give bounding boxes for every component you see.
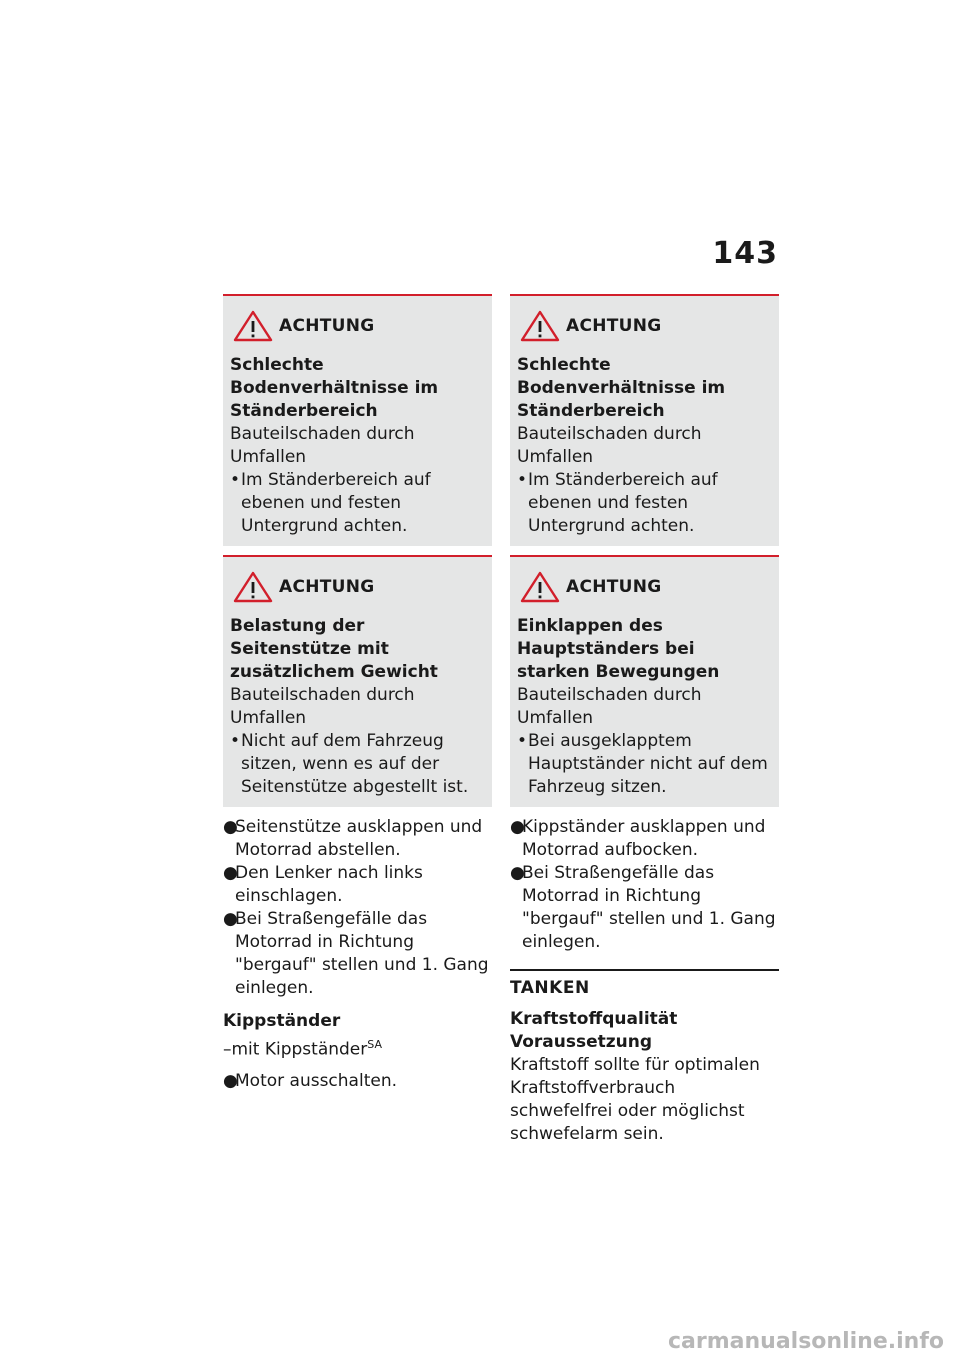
left-column (223, 294, 492, 1093)
right-column (510, 294, 779, 1146)
condition-text: –mit Kippständer (223, 1039, 368, 1060)
watermark: carmanualsonline.info (668, 1329, 944, 1354)
step-dot: ● (223, 909, 238, 929)
step-dot: ● (510, 817, 525, 837)
section-label: Voraussetzung (510, 1032, 653, 1052)
warning-bullet-text: Im Ständerbereich auf ebenen und festen Untergrund achten. (241, 470, 431, 536)
warning-bullet-text: Im Ständerbereich auf ebenen und festen Untergrund achten. (528, 470, 718, 536)
bullet-mark: • (517, 470, 528, 490)
warning-title: Belastung der Seitenstütze mit zusätzlichem Gewicht (230, 616, 438, 682)
subsection-heading: Kippständer (223, 1011, 341, 1031)
warning-box (510, 294, 779, 546)
warning-title: Schlechte Bodenverhältnisse im Ständerbereich (230, 355, 439, 421)
warning-text: Bauteilschaden durch Umfallen (517, 685, 702, 728)
step-text: Bei Straßengefälle das Motorrad in Richtung "bergauf" stellen und 1. Gang einlegen. (235, 909, 489, 998)
step-item (223, 816, 492, 862)
step-text: Seitenstütze ausklappen und Motorrad abstellen. (235, 817, 483, 860)
warning-label: ACHTUNG (566, 316, 662, 336)
warning-title: Einklappen des Hauptständers bei starken Bewegungen (517, 616, 720, 682)
warning-triangle-icon (233, 571, 273, 603)
step-text: Bei Straßengefälle das Motorrad in Richtung "bergauf" stellen und 1. Gang einlegen. (522, 863, 776, 952)
condition-line (223, 1033, 492, 1062)
warning-text: Bauteilschaden durch Umfallen (230, 685, 415, 728)
section-divider (510, 969, 779, 1000)
warning-bullet (517, 469, 771, 538)
step-dot: ● (510, 863, 525, 883)
warning-label: ACHTUNG (279, 577, 375, 597)
section-title: TANKEN (510, 978, 590, 998)
warning-triangle-icon (233, 310, 273, 342)
condition-sup: SA (367, 1038, 382, 1051)
warning-triangle-icon (520, 310, 560, 342)
step-dot: ● (223, 1070, 238, 1091)
bullet-mark: • (230, 470, 241, 490)
warning-text: Bauteilschaden durch Umfallen (230, 424, 415, 467)
step-item (223, 862, 492, 908)
section-text: Kraftstoff sollte für optimalen Kraftstoffverbrauch schwefelfrei oder möglichst schwefelarm sein. (510, 1055, 760, 1144)
warning-title: Schlechte Bodenverhältnisse im Ständerbereich (517, 355, 726, 421)
step-item (223, 908, 492, 1000)
step-item (510, 862, 779, 954)
step-text: Den Lenker nach links einschlagen. (235, 863, 423, 906)
warning-bullet (517, 730, 771, 799)
bullet-mark: • (230, 731, 241, 751)
warning-box (223, 555, 492, 807)
warning-triangle-icon (520, 571, 560, 603)
bullet-mark: • (517, 731, 528, 751)
warning-label: ACHTUNG (566, 577, 662, 597)
step-dot: ● (223, 863, 238, 883)
warning-bullet-text: Nicht auf dem Fahrzeug sitzen, wenn es auf der Seitenstütze abgestellt ist. (241, 731, 469, 797)
warning-label: ACHTUNG (279, 316, 375, 336)
step-item (223, 1070, 492, 1093)
step-item (510, 816, 779, 862)
warning-box (223, 294, 492, 546)
warning-box (510, 555, 779, 807)
warning-bullet-text: Bei ausgeklapptem Hauptständer nicht auf dem Fahrzeug sitzen. (528, 731, 768, 797)
page-number: 143 (712, 236, 778, 271)
section-subtitle: Kraftstoffqualität (510, 1009, 678, 1029)
warning-bullet (230, 469, 484, 538)
step-dot: ● (223, 817, 238, 837)
step-text: Motor ausschalten. (235, 1070, 397, 1091)
warning-bullet (230, 730, 484, 799)
warning-text: Bauteilschaden durch Umfallen (517, 424, 702, 467)
step-text: Kippständer ausklappen und Motorrad aufbocken. (522, 817, 766, 860)
